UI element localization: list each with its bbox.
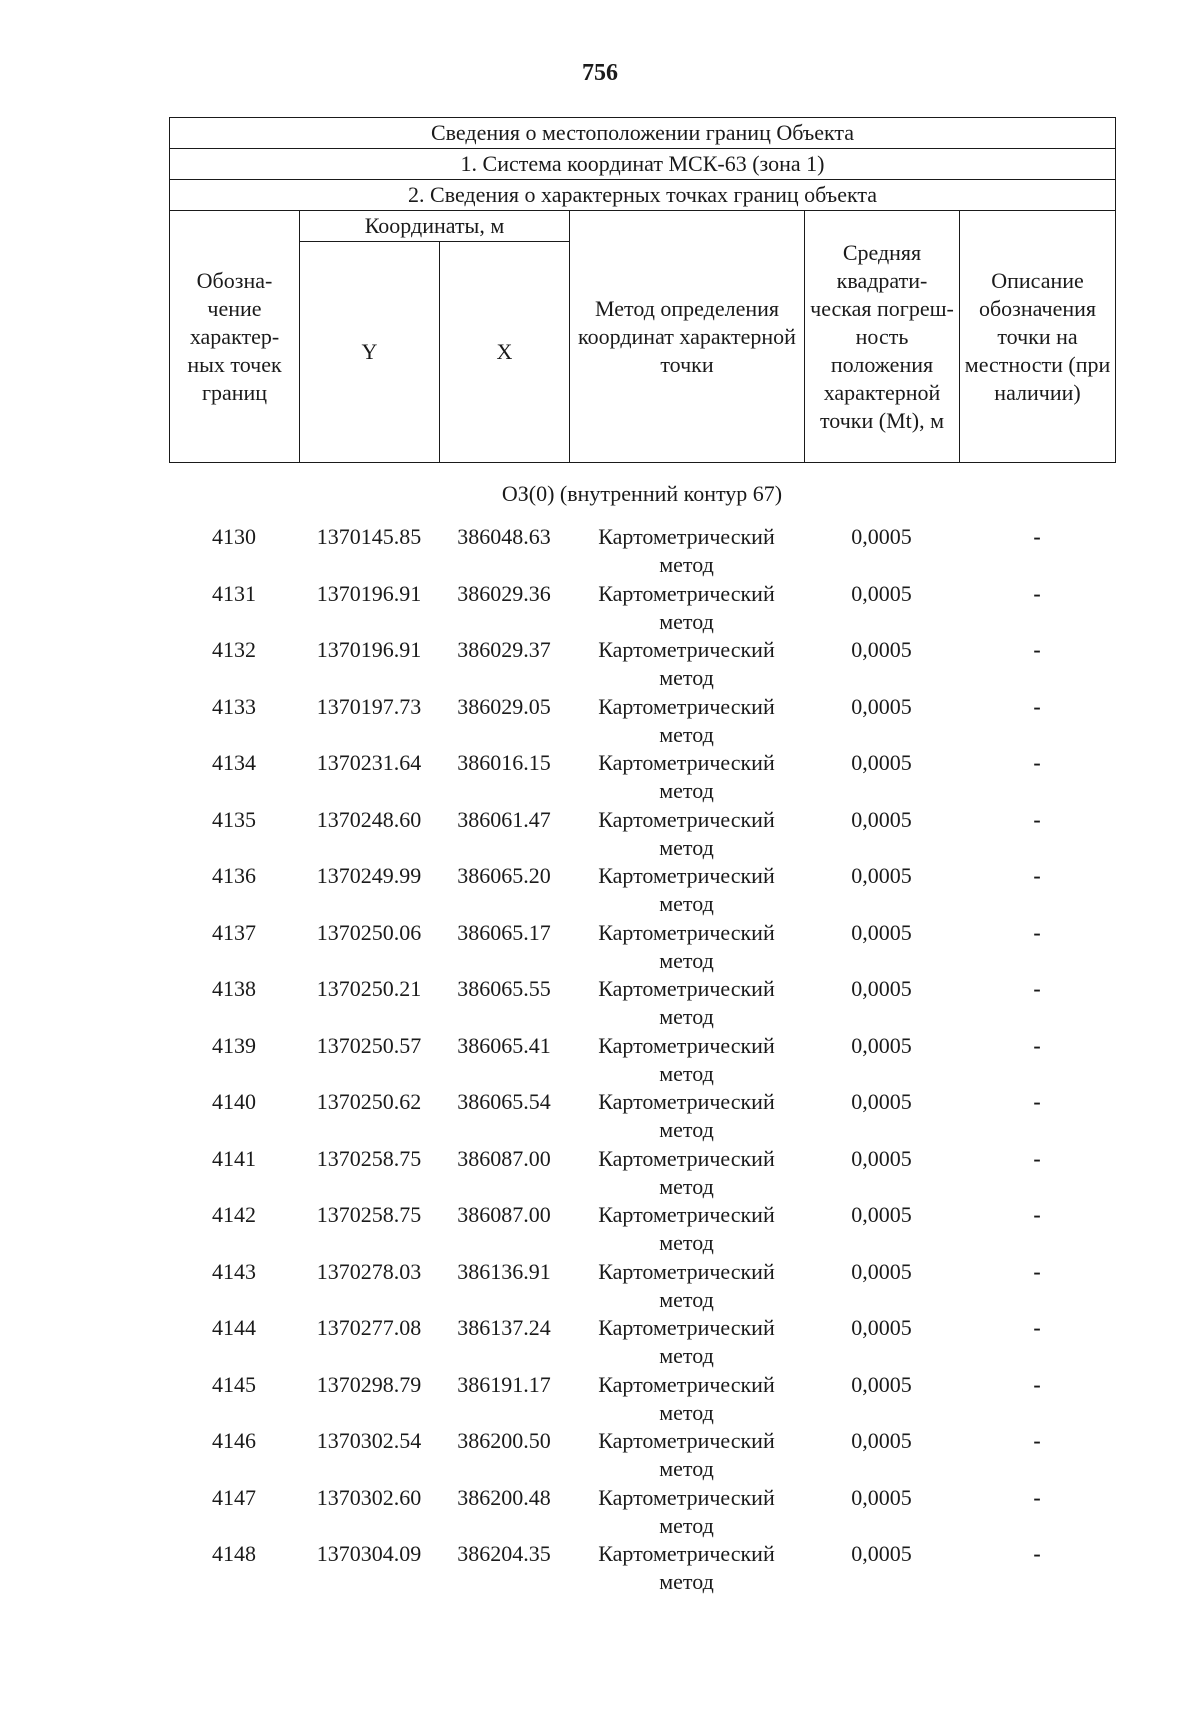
error-value: 0,0005 — [851, 976, 912, 1001]
method — [569, 580, 804, 636]
point-id: 4132 — [212, 637, 256, 662]
point-id: 4148 — [212, 1541, 256, 1566]
method-line: метод — [659, 834, 714, 860]
coord-y: 1370250.06 — [316, 919, 422, 945]
method-line: метод — [659, 1230, 714, 1255]
method-line: Картометрический — [598, 750, 775, 775]
point-id: 4146 — [212, 1428, 256, 1453]
description: - — [1033, 637, 1041, 662]
description: - — [1033, 1315, 1041, 1340]
description: - — [1033, 1145, 1041, 1171]
method-line: Картометрический — [598, 1315, 775, 1340]
coord-y: 1370250.62 — [316, 1089, 422, 1114]
method-line: метод — [659, 1569, 714, 1594]
coord-x: 386087.00 — [457, 1202, 551, 1227]
method-line: Картометрический — [598, 1258, 775, 1284]
description: - — [1033, 750, 1041, 775]
method — [569, 523, 804, 579]
error-value: 0,0005 — [851, 750, 912, 775]
method — [569, 1484, 804, 1540]
method-line: метод — [659, 1004, 714, 1029]
coord-x: 386029.05 — [457, 693, 551, 719]
section-title: 2. Сведения о характерных точках границ объекта — [170, 180, 1116, 211]
method-line: Картометрический — [598, 1541, 775, 1566]
method — [569, 1258, 804, 1314]
method-line: метод — [659, 1117, 714, 1142]
coord-x: 386048.63 — [457, 524, 551, 549]
method-line: Картометрический — [598, 1484, 775, 1510]
description: - — [1033, 1032, 1041, 1058]
error-value: 0,0005 — [851, 1258, 912, 1284]
method — [569, 806, 804, 862]
point-id: 4136 — [212, 863, 256, 888]
point-id: 4147 — [212, 1484, 256, 1510]
error-value: 0,0005 — [851, 1428, 912, 1453]
table-row — [169, 1145, 1115, 1202]
description: - — [1033, 524, 1041, 549]
error-value: 0,0005 — [851, 806, 912, 832]
method-line: Картометрический — [598, 1428, 775, 1453]
table-row — [169, 1088, 1115, 1145]
description: - — [1033, 1089, 1041, 1114]
error-value: 0,0005 — [851, 1089, 912, 1114]
error-value: 0,0005 — [851, 637, 912, 662]
header-error: Средняя квадрати- ческая погреш- ность положения характерной точки (Mt), м — [805, 211, 960, 463]
method — [569, 975, 804, 1031]
coord-y: 1370258.75 — [316, 1202, 422, 1227]
method — [569, 1201, 804, 1257]
point-id: 4130 — [212, 524, 256, 549]
table-row — [169, 1427, 1115, 1484]
coord-y: 1370248.60 — [316, 806, 422, 832]
coord-y: 1370302.60 — [316, 1484, 422, 1510]
coord-x: 386087.00 — [457, 1145, 551, 1171]
table-row — [169, 1540, 1115, 1597]
header-coordinates: Координаты, м — [300, 211, 570, 242]
table-row — [169, 919, 1115, 976]
method-line: метод — [659, 1173, 714, 1199]
method-line: метод — [659, 608, 714, 634]
method-line: метод — [659, 665, 714, 690]
point-id: 4133 — [212, 693, 256, 719]
method-line: метод — [659, 947, 714, 973]
table-row — [169, 862, 1115, 919]
coord-y: 1370250.21 — [316, 976, 422, 1001]
point-id: 4139 — [212, 1032, 256, 1058]
error-value: 0,0005 — [851, 1484, 912, 1510]
coord-y: 1370196.91 — [316, 637, 422, 662]
point-id: 4135 — [212, 806, 256, 832]
error-value: 0,0005 — [851, 1032, 912, 1058]
coord-x: 386204.35 — [457, 1541, 551, 1566]
table-row — [169, 1484, 1115, 1541]
point-id: 4145 — [212, 1371, 256, 1397]
method-line: Картометрический — [598, 637, 775, 662]
method — [569, 1427, 804, 1483]
coord-x: 386200.50 — [457, 1428, 551, 1453]
point-id: 4141 — [212, 1145, 256, 1171]
method-line: метод — [659, 1399, 714, 1425]
header-method: Метод определения координат характерной точки — [570, 211, 805, 463]
coord-y: 1370258.75 — [316, 1145, 422, 1171]
table-row — [169, 636, 1115, 693]
method-line: Картометрический — [598, 524, 775, 549]
description: - — [1033, 1484, 1041, 1510]
description: - — [1033, 693, 1041, 719]
method-line: Картометрический — [598, 1371, 775, 1397]
method — [569, 1145, 804, 1201]
method-line: метод — [659, 1456, 714, 1481]
table-row — [169, 1314, 1115, 1371]
method-line: метод — [659, 778, 714, 803]
header-point: Обозна- чение характер- ных точек границ — [170, 211, 300, 463]
error-value: 0,0005 — [851, 1541, 912, 1566]
table-row — [169, 523, 1115, 580]
method — [569, 749, 804, 805]
table-row — [169, 1032, 1115, 1089]
description: - — [1033, 919, 1041, 945]
page-number: 756 — [582, 60, 618, 86]
point-id: 4142 — [212, 1202, 256, 1227]
point-id: 4137 — [212, 919, 256, 945]
coord-y: 1370197.73 — [316, 693, 422, 719]
coord-x: 386191.17 — [457, 1371, 551, 1397]
error-value: 0,0005 — [851, 1315, 912, 1340]
data-rows — [169, 523, 1115, 1597]
error-value: 0,0005 — [851, 524, 912, 549]
coord-x: 386065.41 — [457, 1032, 551, 1058]
method-line: Картометрический — [598, 919, 775, 945]
coord-x: 386065.17 — [457, 919, 551, 945]
method — [569, 636, 804, 692]
description: - — [1033, 1371, 1041, 1397]
method-line: Картометрический — [598, 1032, 775, 1058]
method-line: Картометрический — [598, 863, 775, 888]
error-value: 0,0005 — [851, 580, 912, 606]
coord-x: 386061.47 — [457, 806, 551, 832]
error-value: 0,0005 — [851, 1145, 912, 1171]
coord-y: 1370278.03 — [316, 1258, 422, 1284]
description: - — [1033, 806, 1041, 832]
method-line: Картометрический — [598, 1202, 775, 1227]
coord-y: 1370277.08 — [316, 1315, 422, 1340]
coord-y: 1370250.57 — [316, 1032, 422, 1058]
method — [569, 1314, 804, 1370]
coord-y: 1370145.85 — [316, 524, 422, 549]
description: - — [1033, 1428, 1041, 1453]
error-value: 0,0005 — [851, 693, 912, 719]
error-value: 0,0005 — [851, 1202, 912, 1227]
table-row — [169, 693, 1115, 750]
method — [569, 693, 804, 749]
coord-y: 1370302.54 — [316, 1428, 422, 1453]
error-value: 0,0005 — [851, 863, 912, 888]
point-id: 4134 — [212, 750, 256, 775]
header-description: Описание обозначения точки на местности (при наличии) — [960, 211, 1116, 463]
description: - — [1033, 580, 1041, 606]
table-row — [169, 749, 1115, 806]
coord-y: 1370231.64 — [316, 750, 422, 775]
coord-x: 386029.37 — [457, 637, 551, 662]
coord-x: 386137.24 — [457, 1315, 551, 1340]
coord-x: 386136.91 — [457, 1258, 551, 1284]
method-line: метод — [659, 1512, 714, 1538]
table-row — [169, 1371, 1115, 1428]
error-value: 0,0005 — [851, 1371, 912, 1397]
description: - — [1033, 1202, 1041, 1227]
table-row — [169, 580, 1115, 637]
coord-y: 1370304.09 — [316, 1541, 422, 1566]
method-line: Картометрический — [598, 1089, 775, 1114]
method — [569, 862, 804, 918]
method-line: Картометрический — [598, 580, 775, 606]
point-id: 4143 — [212, 1258, 256, 1284]
method — [569, 1088, 804, 1144]
description: - — [1033, 863, 1041, 888]
method-line: Картометрический — [598, 806, 775, 832]
coordinate-system: 1. Система координат МСК-63 (зона 1) — [170, 149, 1116, 180]
method-line: метод — [659, 891, 714, 916]
coord-x: 386200.48 — [457, 1484, 551, 1510]
method-line: метод — [659, 1286, 714, 1312]
coord-x: 386029.36 — [457, 580, 551, 606]
method-line: метод — [659, 552, 714, 577]
method — [569, 1032, 804, 1088]
coord-x: 386065.20 — [457, 863, 551, 888]
description: - — [1033, 1258, 1041, 1284]
point-id: 4131 — [212, 580, 256, 606]
method-line: метод — [659, 1060, 714, 1086]
point-id: 4138 — [212, 976, 256, 1001]
method-line: Картометрический — [598, 693, 775, 719]
method-line: метод — [659, 721, 714, 747]
method — [569, 919, 804, 975]
header-table — [169, 117, 1116, 463]
contour-label: ОЗ(0) (внутренний контур 67) — [501, 481, 783, 506]
table-row — [169, 975, 1115, 1032]
table-row — [169, 806, 1115, 863]
method-line: метод — [659, 1343, 714, 1368]
coord-x: 386065.54 — [457, 1089, 551, 1114]
point-id: 4144 — [212, 1315, 256, 1340]
coord-x: 386016.15 — [457, 750, 551, 775]
point-id: 4140 — [212, 1089, 256, 1114]
method-line: Картометрический — [598, 976, 775, 1001]
coord-x: 386065.55 — [457, 976, 551, 1001]
method-line: Картометрический — [598, 1145, 775, 1171]
header-x: X — [440, 242, 570, 463]
description: - — [1033, 976, 1041, 1001]
coord-y: 1370249.99 — [316, 863, 422, 888]
table-row — [169, 1201, 1115, 1258]
coord-y: 1370196.91 — [316, 580, 422, 606]
document-title: Сведения о местоположении границ Объекта — [170, 118, 1116, 149]
method — [569, 1371, 804, 1427]
header-y: Y — [300, 242, 440, 463]
description: - — [1033, 1541, 1041, 1566]
method — [569, 1540, 804, 1596]
table-row — [169, 1258, 1115, 1315]
coord-y: 1370298.79 — [316, 1371, 422, 1397]
error-value: 0,0005 — [851, 919, 912, 945]
